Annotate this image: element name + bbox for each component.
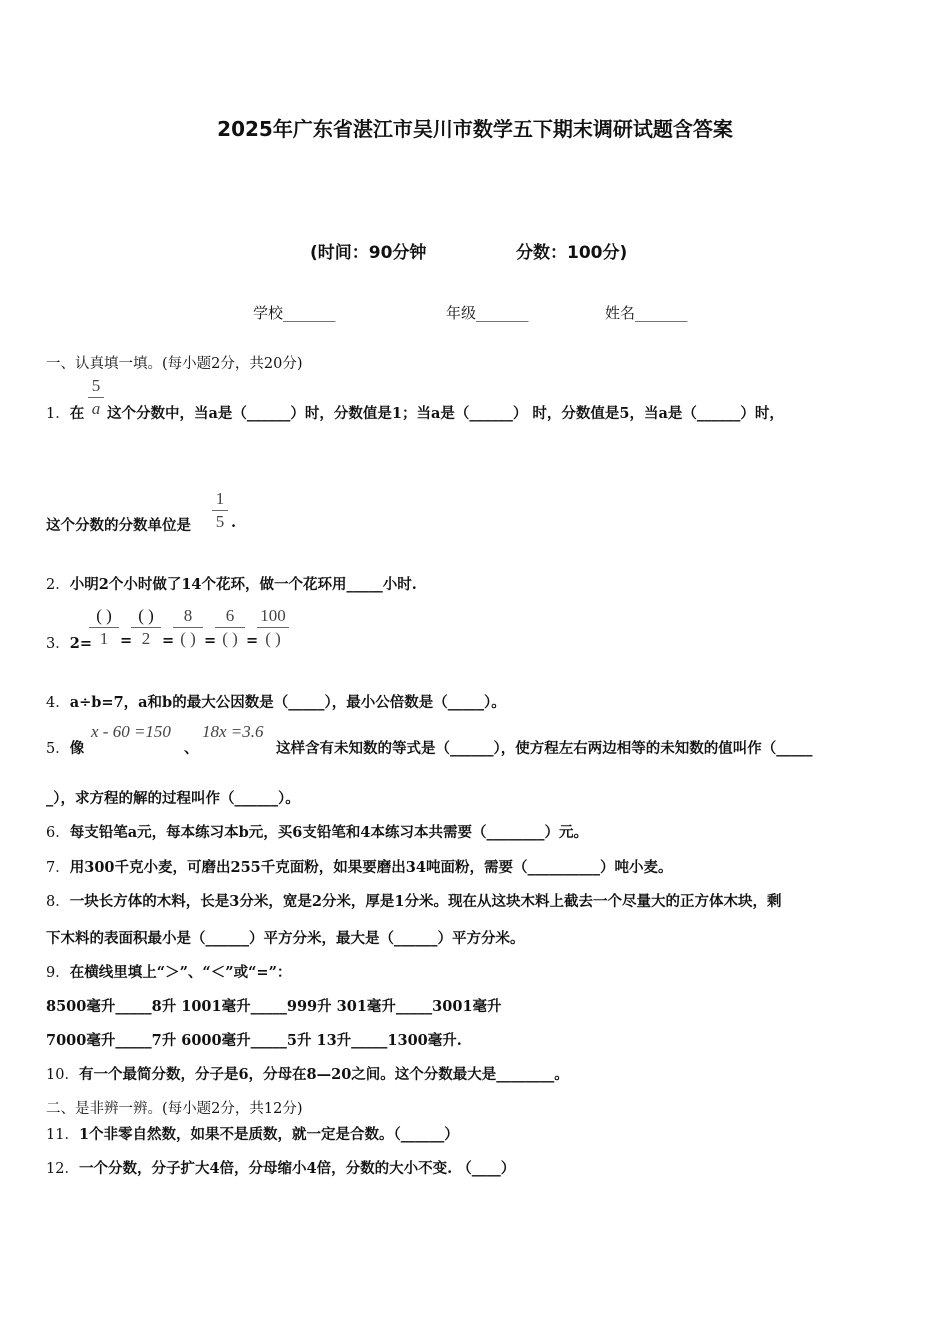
fraction-1-over-5 [212, 489, 228, 532]
exam-time: (时间：90分钟 [310, 243, 427, 263]
q1-end: . [231, 514, 237, 531]
question-11 [46, 1123, 459, 1144]
fraction-numerator: ( ) [96, 606, 112, 625]
fraction-8-over-blank [173, 606, 203, 649]
question-4 [46, 691, 506, 712]
question-number: 4． [46, 695, 70, 711]
equation-1: x - 60 =150 [91, 722, 171, 741]
question-number: 1． [46, 406, 70, 422]
question-number: 8． [46, 894, 70, 910]
question-number: 6． [46, 825, 70, 841]
q12-text: 一个分数，分子扩大4倍，分母缩小4倍，分数的大小不变. （____） [78, 1160, 516, 1177]
fraction-bar [131, 627, 161, 628]
school-field[interactable]: 学校_______ [253, 304, 336, 322]
fraction-100-over-blank [257, 606, 289, 649]
fraction-bar [88, 397, 104, 398]
equals-sign: = [120, 632, 133, 649]
fraction-denominator: ( ) [222, 629, 238, 648]
fraction-denominator: 1 [99, 629, 109, 648]
grade-field[interactable]: 年级_______ [446, 304, 529, 322]
q5-line2: _），求方程的解的过程叫作（______）。 [46, 790, 300, 807]
q2-text: 小明2个小时做了14个花环，做一个花环用_____小时. [69, 576, 417, 593]
question-6 [46, 821, 588, 842]
fraction-numerator: 8 [183, 606, 193, 625]
question-number: 5． [46, 741, 70, 757]
q4-text: a÷b=7，a和b的最大公因数是（_____），最小公倍数是（_____）。 [69, 694, 506, 711]
q5-separator: 、 [184, 740, 199, 757]
fraction-6-over-blank [215, 606, 245, 649]
section-1-heading: 一、认真填一填。(每小题2分，共20分) [46, 356, 303, 372]
question-2 [46, 573, 417, 594]
equals-sign: = [204, 632, 217, 649]
exam-score: 分数：100分) [516, 243, 628, 263]
q10-text: 有一个最简分数，分子是6，分母在8—20之间。这个分数最大是________。 [78, 1066, 569, 1083]
question-12 [46, 1157, 515, 1178]
q11-text: 1个非零自然数，如果不是质数，就一定是合数。（______） [78, 1126, 459, 1143]
question-number: 12． [46, 1161, 79, 1177]
equation-2: 18x =3.6 [202, 722, 264, 741]
question-number: 2． [46, 577, 70, 593]
q8-text: 一块长方体的木料，长是3分米，宽是2分米，厚是1分米。现在从这块木料上截去一个尽量大的正方体木块，剩 [69, 893, 782, 910]
q1-text: 这个分数中，当a是（______）时，分数值是1；当a是（______） 时，分数值是5，当a是（______）时， [107, 405, 784, 422]
question-number: 9． [46, 965, 70, 981]
fraction-5-over-a [88, 376, 104, 419]
fraction-denominator: ( ) [265, 629, 281, 648]
question-number: 7． [46, 860, 70, 876]
q9-row-2: 7000毫升_____7升 6000毫升_____5升 13升_____1300毫升. [46, 1032, 462, 1049]
fraction-numerator: ( ) [138, 606, 154, 625]
q9-row-1: 8500毫升_____8升 1001毫升_____999升 301毫升_____3001毫升 [46, 998, 502, 1015]
q5-text: 这样含有未知数的等式是（______），使方程左右两边相等的未知数的值叫作（_____ [276, 740, 813, 757]
q5-pre: 像 [69, 740, 85, 757]
fraction-numerator: 6 [225, 606, 235, 625]
q1-pre: 在 [69, 405, 85, 422]
fraction-numerator: 100 [260, 606, 286, 625]
question-10 [46, 1063, 569, 1084]
fraction-bar [215, 627, 245, 628]
fraction-bar [212, 510, 228, 511]
fraction-numerator: 1 [215, 489, 225, 508]
question-number: 3． [46, 636, 70, 652]
q3-lead: 2= [69, 635, 92, 652]
fraction-blank-over-1 [89, 606, 119, 649]
page-title: 2025年广东省湛江市吴川市数学五下期末调研试题含答案 [217, 117, 733, 141]
fraction-denominator: ( ) [180, 629, 196, 648]
q6-text: 每支铅笔a元，每本练习本b元，买6支铅笔和4本练习本共需要（________）元。 [69, 824, 588, 841]
fraction-denominator: 5 [215, 512, 225, 531]
q1-line2: 这个分数的分数单位是 [46, 517, 191, 534]
equals-sign: = [246, 632, 259, 649]
fraction-bar [257, 627, 289, 628]
fraction-denominator: 2 [141, 629, 151, 648]
fraction-denominator: a [91, 399, 101, 418]
question-number: 11． [46, 1127, 79, 1143]
section-2-heading: 二、是非辨一辨。(每小题2分，共12分) [46, 1101, 303, 1117]
fraction-bar [89, 627, 119, 628]
q9-text: 在横线里填上“＞”、“＜”或“=”： [69, 964, 292, 981]
question-number: 10． [46, 1067, 79, 1083]
fraction-bar [173, 627, 203, 628]
q8-line2: 下木料的表面积最小是（______）平方分米，最大是（______）平方分米。 [46, 930, 525, 947]
equals-sign: = [162, 632, 175, 649]
fraction-numerator: 5 [91, 376, 101, 395]
q7-text: 用300千克小麦，可磨出255千克面粉，如果要磨出34吨面粉，需要（__________）吨小麦。 [69, 859, 673, 876]
fraction-blank-over-2 [131, 606, 161, 649]
question-7 [46, 856, 672, 877]
name-field[interactable]: 姓名_______ [605, 304, 688, 322]
